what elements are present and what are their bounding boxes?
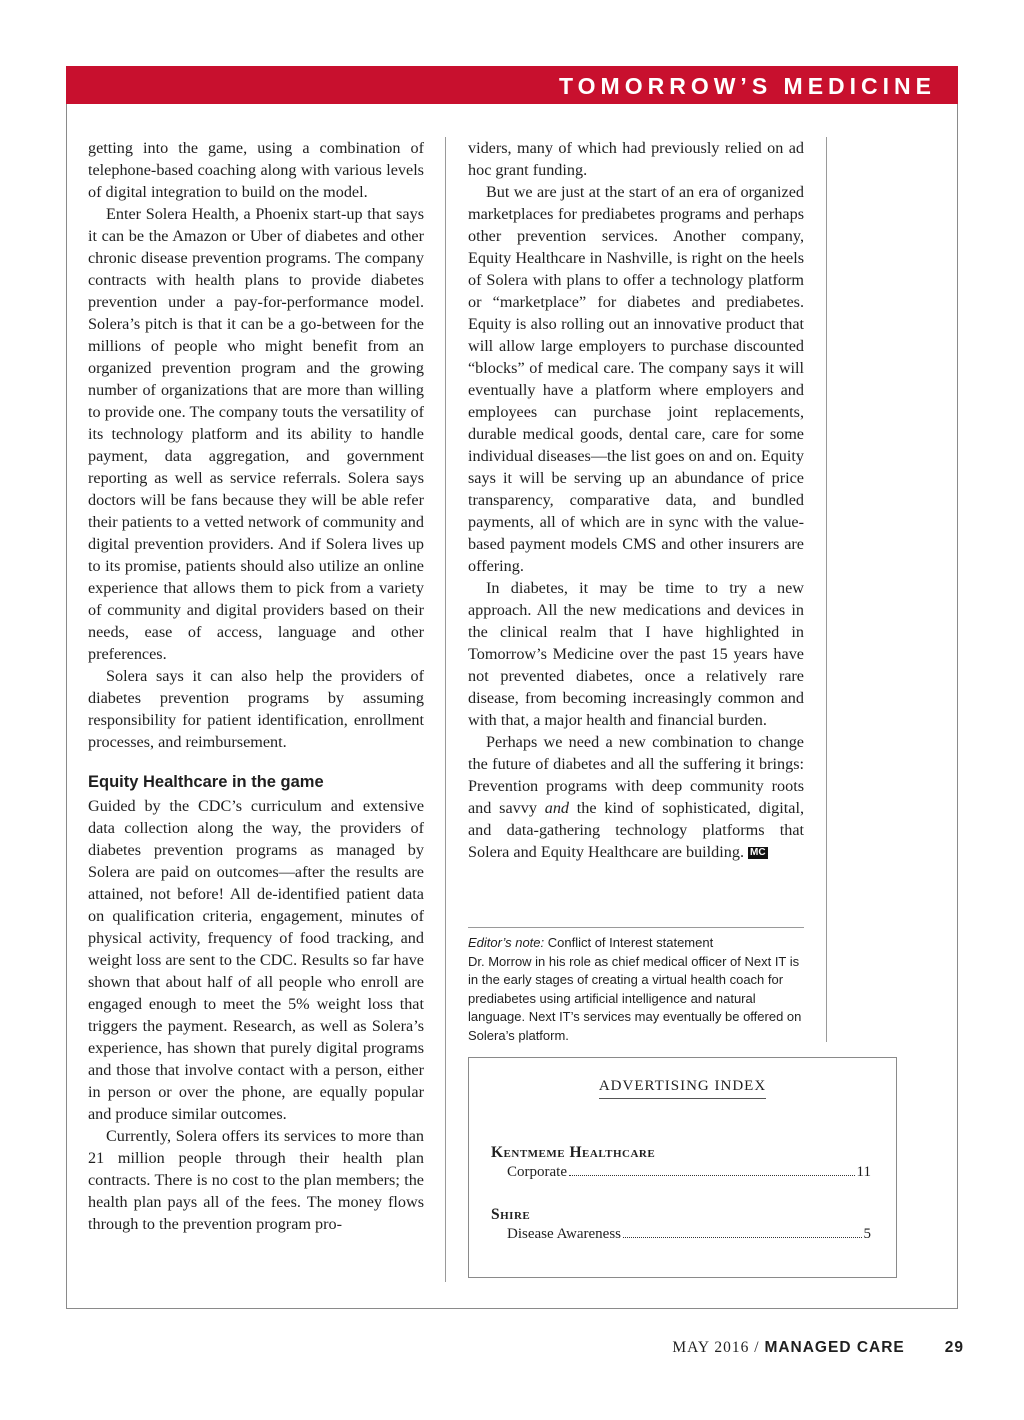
editor-note-label: Editor’s note:: [468, 935, 545, 950]
ad-page: 11: [856, 1164, 871, 1180]
ad-item: Corporate: [507, 1164, 567, 1180]
paragraph: viders, many of which had previously relied on ad hoc grant funding.: [468, 139, 804, 179]
right-column: [468, 137, 804, 863]
left-column: [88, 137, 424, 1235]
end-mark-badge: MC: [750, 847, 766, 858]
section-heading: Equity Healthcare in the game: [88, 773, 324, 791]
leader-dots: [623, 1226, 861, 1238]
magazine-name: MANAGED CARE: [764, 1339, 905, 1356]
paragraph: Guided by the CDC’s curriculum and extensive data collection along the way, the providers of diabetes prevention programs as managed by Solera are paid on outcomes—after the results are attained, not before! All de-identified patient data on qualification criteria, engagement, minutes of physical activity, frequency of food tracking, and weight loss are sent to the CDC. Results so far have shown that about half of all people who enroll are engaged enough to meet the 5% weight loss that triggers the payment. Research, as well as Solera’s experience, has shown that purely digital programs and those that involve contact with a person, either in person or over the phone, are equally popular and produce similar outcomes.: [88, 797, 424, 1123]
paragraph: Solera says it can also help the providers of diabetes prevention programs by assuming responsibility for patient identification, enrollment processes, and reimbursement.: [88, 667, 424, 751]
ad-page: 5: [863, 1226, 871, 1242]
advertising-index: [468, 1057, 897, 1278]
editor-note-body: Dr. Morrow in his role as chief medical officer of Next IT is in the early stages of creating a virtual health coach for prediabetes using artificial intelligence and natural language. Next IT’s services may eventually be offered on Solera’s platform.: [468, 953, 802, 1043]
column-divider-right: [826, 137, 827, 1042]
ad-line: [507, 1226, 871, 1243]
ad-index-title: [469, 1078, 896, 1095]
section-title: TOMORROW’S MEDICINE: [559, 73, 936, 99]
ad-company: Kentmeme Healthcare: [491, 1144, 656, 1161]
ad-line: [507, 1164, 871, 1181]
paragraph: Currently, Solera offers its services to more than 21 million people through their health plan contracts. There is no cost to the plan members; the health plan pays all of the fees. The money flows through to the prevention program pro-: [88, 1127, 424, 1233]
paragraph: [468, 731, 804, 863]
ad-entry: [491, 1206, 871, 1243]
ad-company: Shire: [491, 1206, 531, 1223]
ad-item: Disease Awareness: [507, 1226, 622, 1242]
page-number: 29: [944, 1339, 964, 1356]
paragraph: getting into the game, using a combination of telephone-based coaching along with various levels of digital integration to build on the model.: [88, 139, 424, 201]
paragraph-text: the kind of sophisticated, digital, and data-gathering technology platforms that Solera and Equity Healthcare are building.: [468, 799, 805, 861]
paragraph-text: Perhaps we need a new combination to change the future of diabetes and all the suffering it brings: Prevention programs with deep community roots and savvy: [468, 733, 804, 817]
leader-dots: [569, 1164, 855, 1176]
ad-entry: [491, 1144, 871, 1181]
paragraph: In diabetes, it may be time to try a new approach. All the new medications and devices in the clinical realm that I have highlighted in Tomorrow’s Medicine over the past 15 years have not prevented diabetes, once a relatively rare disease, from becoming increasingly common and with that, a major health and financial burden.: [468, 579, 804, 729]
editor-note-title: Conflict of Interest statement: [544, 935, 714, 950]
ad-index-title-text: ADVERTISING INDEX: [599, 1078, 766, 1099]
issue-date: MAY 2016: [672, 1339, 750, 1356]
emphasis: and: [544, 799, 570, 817]
footer-separator: /: [749, 1339, 765, 1356]
paragraph: Enter Solera Health, a Phoenix start-up that says it can be the Amazon or Uber of diabetes and other chronic disease prevention programs. The company contracts with health plans to provide diabetes prevention under a pay-for-performance model. Solera’s pitch is that it can be a go-between for the millions of people who might benefit from an organized prevention program and the growing number of organizations that are more than willing to provide one. The company touts the versatility of its technology platform and its ability to handle payment, data aggregation, and government reporting as well as service referrals. Solera says doctors will be fans because they will be able refer their patients to a vetted network of community and digital prevention providers. And if Solera lives up to its promise, patients should also utilize an online experience that allows them to pick from a variety of community and digital providers based on their needs, ease of access, language and other preferences.: [88, 205, 424, 663]
column-divider: [445, 137, 446, 1282]
editor-note: [468, 927, 804, 1045]
page-footer: [672, 1339, 964, 1357]
section-banner: [66, 66, 958, 104]
paragraph: But we are just at the start of an era of organized marketplaces for prediabetes programs and perhaps other prevention services. Another company, Equity Healthcare in Nashville, is right on the heels of Solera with plans to offer a technology platform or “marketplace” for diabetes and prediabetes. Equity is also rolling out an innovative product that will allow large employers to purchase discounted “blocks” of medical care. The company says it will eventually have a platform where employers and employees can purchase joint replacements, durable medical goods, dental care, care for some individual diseases—the list goes on and on. Equity says it will be serving up an abundance of price transparency, comparative data, and bundled payments, all of which are in sync with the value-based payment models CMS and other insurers are offering.: [468, 183, 804, 575]
